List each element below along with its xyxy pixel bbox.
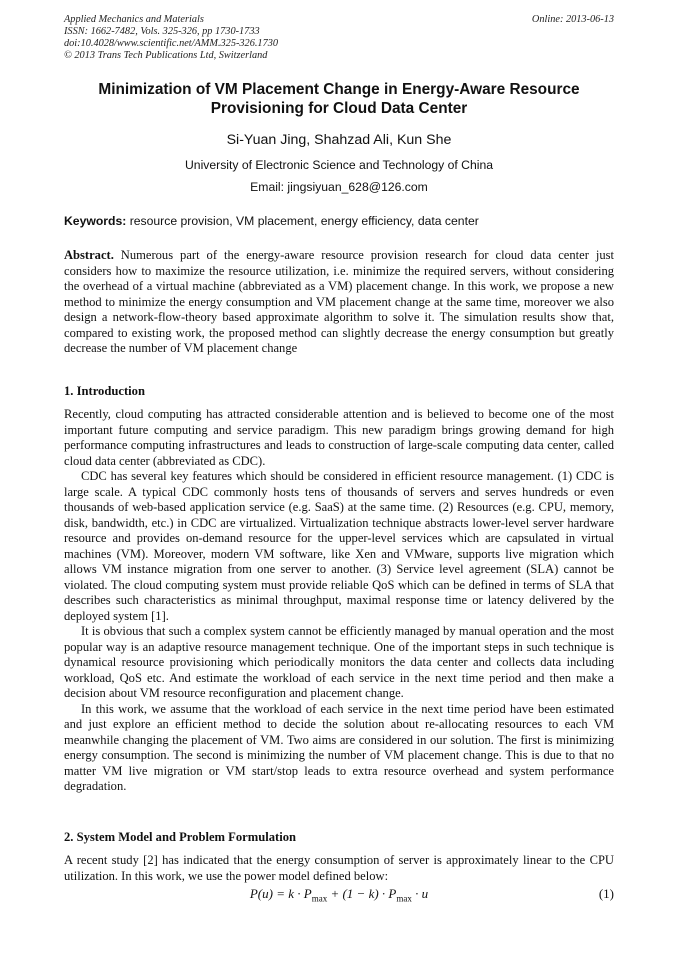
equation-rhs: · u <box>411 886 429 901</box>
power-model-equation <box>64 886 614 904</box>
section-heading-system-model: 2. System Model and Problem Formulation <box>64 830 297 844</box>
journal-name: Applied Mechanics and Materials <box>64 14 204 25</box>
section2-paragraph: A recent study [2] has indicated that the energy consumption of server is approximately linear to the CPU utilization. In this work, we use the power model defined below: <box>64 853 614 883</box>
keywords-text: resource provision, VM placement, energy efficiency, data center <box>126 214 479 228</box>
introduction-body <box>64 407 614 795</box>
journal-header <box>64 14 614 62</box>
equation-subscript: max <box>396 893 412 904</box>
equation-lhs: P(u) = k · P <box>249 886 312 901</box>
keywords-line <box>64 214 614 229</box>
doi-line: doi:10.4028/www.scientific.net/AMM.325-326.1730 <box>64 38 279 49</box>
contact-email: Email: jingsiyuan_628@126.com <box>250 180 428 194</box>
equation-mid: + (1 − k) · P <box>327 886 397 901</box>
intro-paragraph: In this work, we assume that the workload of each service in the next time period have been estimated and just explore an efficient method to decide the solution about re-allocating resources to each VM meanwhile changing the placement of VM. Two aims are considered in our solution. The first is minimizing energy consumption. The second is minimizing the number of VM placement change. This is due to that no matter VM live migration or VM start/stop leads to extra resource overhead and system performance degradation. <box>64 701 614 793</box>
online-date: Online: 2013-06-13 <box>531 14 614 25</box>
intro-paragraph: CDC has several key features which should be considered in efficient resource management. (1) CDC is large scale. A typical CDC commonly hosts tens of thousands of servers and serves hundreds or even thousands of web-based application service (e.g. SaaS) at the same time. (2) Resources (e.g. CPU, memory, disk, bandwidth, etc.) in CDC are virtualized. Virtualization technique abstracts lower-level server hardware resource and provides on-demand resource for the upper-level services which are capsulated in virtual machines (VM). Moreover, modern VM software, like Xen and VMware, supports live migration which allows VM instance migration from one server to another. (3) Service level agreement (SLA) cannot be violated. The cloud computing system must provide reliable QoS which can be defined in terms of SLA that describes such characteristics as minimal throughput, maximal response time or latency delivered by the deployed system [1]. <box>64 469 614 623</box>
keywords-label: Keywords: <box>64 214 127 228</box>
abstract-label: Abstract. <box>64 248 114 262</box>
equation-subscript: max <box>311 893 328 904</box>
section-heading-introduction: 1. Introduction <box>64 384 145 398</box>
intro-paragraph: Recently, cloud computing has attracted considerable attention and is believed to become one of the most important future computing and service paradigm. This new paradigm brings growing demand for high performance computing infrastructures and leads to construction of large-scale computing data center, called cloud data center (abbreviated as CDC). <box>64 407 614 468</box>
affiliation: University of Electronic Science and Technology of China <box>184 158 493 172</box>
equation-expression <box>64 886 614 904</box>
abstract-text: Numerous part of the energy-aware resource provision research for cloud data center just considers how to maximize the resource utilization, i.e. minimize the required servers, without considering the overhead of a virtual machine (abbreviated as a VM) placement change. In this work, we propose a new method to minimize the energy consumption and VM placement change at the same time, moreover we also design a network-flow-theory based approximate algorithm to solve it. The simulation results show that, compared to existing work, the proposed method can slightly decrease the energy consumption but greatly decrease the number of VM placement change <box>64 248 614 355</box>
abstract-paragraph <box>64 248 614 357</box>
equation-number: (1) <box>598 886 614 901</box>
paper-title: Minimization of VM Placement Change in Energy-Aware Resource Provisioning for Cloud Data Center <box>98 81 580 117</box>
intro-paragraph: It is obvious that such a complex system cannot be efficiently managed by manual operation and the most popular way is an adaptive resource management technique. One of the important steps in such technique is dynamical resource provisioning which periodically monitors the data center and collects data including workload, QoS etc. And estimate the workload of each service in the next time period and then make a decision about VM resource reconfiguration and placement change. <box>64 624 614 700</box>
copyright-line: © 2013 Trans Tech Publications Ltd, Switzerland <box>64 50 268 61</box>
author-list: Si-Yuan Jing, Shahzad Ali, Kun She <box>226 132 452 148</box>
issn-line: ISSN: 1662-7482, Vols. 325-326, pp 1730-1733 <box>64 26 260 37</box>
